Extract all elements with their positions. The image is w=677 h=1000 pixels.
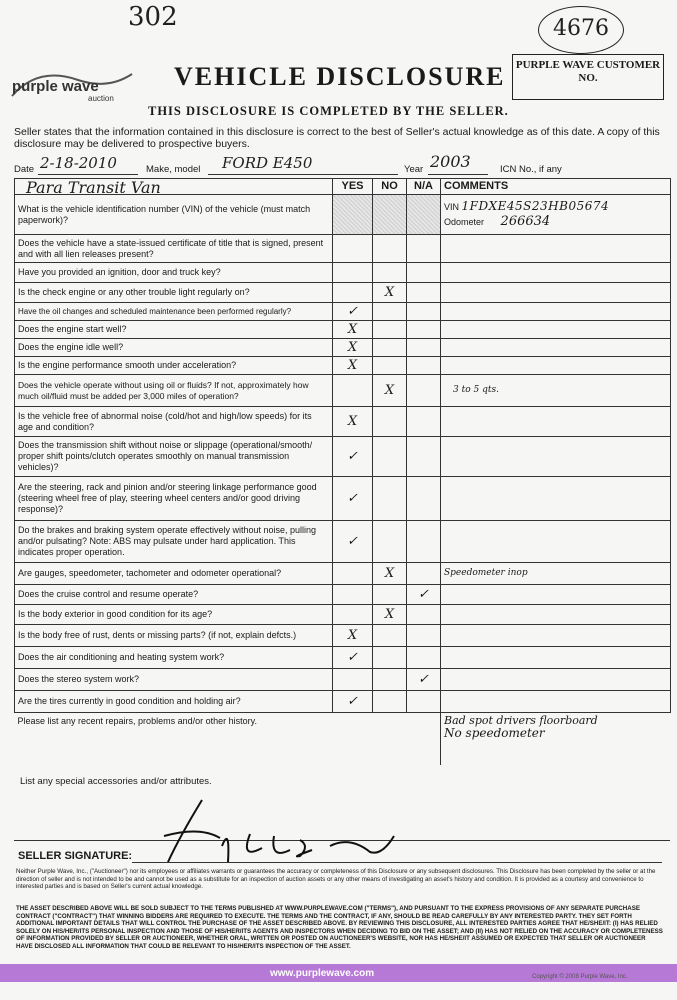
vin-label: VIN [444, 202, 460, 212]
na-cell [407, 563, 441, 585]
table-row [15, 357, 671, 375]
yes-cell: X [333, 357, 373, 375]
footer-url-link[interactable]: www.purplewave.com [270, 968, 375, 979]
na-cell [407, 195, 441, 235]
odometer-label: Odometer [444, 217, 485, 227]
yes-cell: ✓ [333, 691, 373, 713]
question: Are the tires currently in good condition and holding air? [15, 691, 333, 713]
header-yes: YES [333, 179, 373, 195]
comment-cell [441, 625, 671, 647]
yes-cell: X [333, 625, 373, 647]
na-cell [407, 407, 441, 437]
repairs-note-2: No speedometer [444, 726, 545, 740]
question: Does the vehicle have a state-issued certificate of title that is signed, present and with all lien releases present? [15, 235, 333, 263]
no-cell [373, 263, 407, 283]
date-value: 2-18-2010 [40, 154, 117, 172]
icn-label: ICN No., if any [500, 164, 562, 175]
na-cell [407, 437, 441, 477]
no-cell [373, 585, 407, 605]
question: Is the engine performance smooth under acceleration? [15, 357, 333, 375]
question: Does the engine idle well? [15, 339, 333, 357]
comment-cell [441, 691, 671, 713]
comment-cell [441, 477, 671, 521]
yes-cell [333, 235, 373, 263]
comment-cell [441, 263, 671, 283]
table-row [15, 669, 671, 691]
logo-sub: auction [88, 94, 114, 103]
question: Are the steering, rack and pinion and/or steering linkage performance good (steering wheel free of play, steering wheel centers and/or good driving response)? [15, 477, 333, 521]
yes-cell: ✓ [333, 303, 373, 321]
question: Is the body free of rust, dents or missing parts? (if not, explain defcts.) [15, 625, 333, 647]
no-cell [373, 647, 407, 669]
na-cell [407, 263, 441, 283]
yes-cell [333, 585, 373, 605]
question: Is the body exterior in good condition for its age? [15, 605, 333, 625]
odometer-value: 266634 [500, 214, 551, 229]
no-cell [373, 669, 407, 691]
no-cell: X [373, 563, 407, 585]
page-subtitle: THIS DISCLOSURE IS COMPLETED BY THE SELLER. [148, 104, 509, 118]
table-row [15, 691, 671, 713]
no-cell [373, 437, 407, 477]
vin-value: 1FDXE45S23HB05674 [461, 199, 610, 213]
year-label: Year [404, 164, 424, 175]
yes-cell [333, 669, 373, 691]
table-row [15, 283, 671, 303]
question: Is the check engine or any other trouble light regularly on? [15, 283, 333, 303]
table-row [15, 321, 671, 339]
question: Does the transmission shift without noise or slippage (operational/smooth/ proper shift points/clutch operates smoothly on manual transmission vehicles)? [15, 437, 333, 477]
na-cell [407, 691, 441, 713]
comment-cell [441, 321, 671, 339]
no-cell [373, 303, 407, 321]
yes-cell: ✓ [333, 647, 373, 669]
yes-cell: X [333, 339, 373, 357]
na-cell [407, 477, 441, 521]
repairs-label: Please list any recent repairs, problems and/or other history. [15, 713, 441, 765]
signature-line [132, 862, 662, 863]
make-label: Make, model [146, 164, 201, 175]
table-row [15, 585, 671, 605]
table-row [15, 339, 671, 357]
comment-cell [441, 521, 671, 563]
yes-cell: X [333, 321, 373, 339]
na-cell: ✓ [407, 585, 441, 605]
comment-cell [441, 339, 671, 357]
na-cell: ✓ [407, 669, 441, 691]
no-cell [373, 691, 407, 713]
vin-odometer-cell [441, 195, 671, 235]
comment-cell: 3 to 5 qts. [441, 375, 671, 407]
make-underline [208, 174, 398, 175]
year-underline [428, 174, 488, 175]
comment-cell [441, 235, 671, 263]
na-cell [407, 321, 441, 339]
logo-brand: purple wave [12, 78, 99, 95]
disclaimer-paragraph: Neither Purple Wave, Inc., ("Auctioneer") nor its employees or affiliates warrants or guarantees the accuracy or completeness of this Disclosure or any subsequent disclosures. This Disclosure has been completed by the seller or at the direction of seller and is not intended to be and cannot be used as a substitute for an inspection of auction assets or any other means of investigating an asset's history and condition. It is provided as a courtesy and convenience to interested parties and is based on Seller's current actual knowledge. [16, 868, 656, 891]
header-no: NO [373, 179, 407, 195]
header-na: N/A [407, 179, 441, 195]
yes-cell [333, 375, 373, 407]
customer-number-box [512, 54, 664, 100]
comment-cell [441, 407, 671, 437]
terms-paragraph: THE ASSET DESCRIBED ABOVE WILL BE SOLD SUBJECT TO THE TERMS PUBLISHED AT WWW.PURPLEWAVE.COM ("TERMS"), AND PURSUANT TO THE EXPRESS PROVISIONS OF ANY SEPARATE PURCHASE CONTRACT ("CONTRACT") THAT WINNING BIDDERS ARE REQUIRED TO EXECUTE. THE TERMS AND THE CONTRACT, IF ANY, SHOULD BE READ CAREFULLY BY ANY INTERESTED PARTY. THEY SET FORTH ADDITIONAL IMPORTANT DETAILS THAT WILL CONTROL THE PURCHASE OF THE ASSET DESCRIBED ABOVE. BY REVIEWING THIS DISCLOSURE, ALL INTERESTED PARTIES AGREE THAT HE/SHE/IT: (I) HAS RELIED SOLELY ON HIS/HER/ITS PERSONAL INSPECTION AND THOSE OF HIS/HER/ITS AGENTS AND INSPECTORS WHEN DECIDING TO BID ON THE ASSET; AND (II) HAS NOT RELIED ON THE ACCURACY OR COMPLETENESS OF INFORMATION PROVIDED BY SELLER OR AUCTIONEER, WHETHER ORAL, WRITTEN OR POSTED ON AUCTIONEER'S WEBSITE, NOR HAS HE/SHE/IT ASSUMED OR EXPECTED THAT SELLER OR AUCTIONEER HAVE DISCLOSED ALL INFORMATION THAT COULD BE RELEVANT TO HIS/HER/ITS INSPECTION OF THE ASSET. [16, 905, 663, 950]
yes-cell [333, 605, 373, 625]
seller-signature-icon [150, 796, 400, 866]
accessories-label: List any special accessories and/or attributes. [20, 776, 212, 787]
na-cell [407, 605, 441, 625]
repairs-note-1: Bad spot drivers floorboard [444, 714, 598, 727]
no-cell [373, 357, 407, 375]
no-cell: X [373, 375, 407, 407]
comment-cell [441, 437, 671, 477]
table-row [15, 605, 671, 625]
customer-number-label: PURPLE WAVE CUSTOMER NO. [515, 59, 661, 84]
na-cell [407, 625, 441, 647]
table-row [15, 437, 671, 477]
page-title: VEHICLE DISCLOSURE [174, 62, 506, 91]
question: Does the engine start well? [15, 321, 333, 339]
question: What is the vehicle identification number (VIN) of the vehicle (must match paperwork)? [15, 195, 333, 235]
no-cell [373, 521, 407, 563]
signature-label: SELLER SIGNATURE: [18, 850, 133, 862]
copyright-text: Copyright © 2008 Purple Wave, Inc. [532, 974, 628, 980]
yes-cell: ✓ [333, 521, 373, 563]
disclosure-table [14, 178, 671, 765]
no-cell [373, 339, 407, 357]
comment-cell: Speedometer inop [441, 563, 671, 585]
comment-cell [441, 605, 671, 625]
yes-cell [333, 283, 373, 303]
table-row [15, 263, 671, 283]
vehicle-description: Para Transit Van [26, 178, 161, 197]
make-value: FORD E450 [222, 154, 313, 172]
table-row [15, 407, 671, 437]
date-label: Date [14, 164, 35, 175]
date-underline [38, 174, 138, 175]
table-row [15, 477, 671, 521]
question: Does the air conditioning and heating system work? [15, 647, 333, 669]
question: Do the brakes and braking system operate effectively without noise, pulling and/or pulsating? Note: ABS may pulsate under hard application. This indicates proper operation. [15, 521, 333, 563]
question: Are gauges, speedometer, tachometer and odometer operational? [15, 563, 333, 585]
yes-cell: ✓ [333, 477, 373, 521]
table-row [15, 647, 671, 669]
na-cell [407, 339, 441, 357]
header-comments: COMMENTS [441, 179, 671, 195]
intro-text: Seller states that the information contained in this disclosure is correct to the best of Seller's actual knowledge as of this date. A copy of this disclosure may be delivered to prospective buyers. [14, 126, 660, 150]
yes-cell: ✓ [333, 437, 373, 477]
question: Does the cruise control and resume operate? [15, 585, 333, 605]
yes-cell [333, 263, 373, 283]
purple-wave-logo [8, 66, 136, 108]
table-row [15, 195, 671, 235]
comment-cell [441, 669, 671, 691]
repairs-notes [441, 713, 671, 765]
comment-cell [441, 357, 671, 375]
table-row [15, 375, 671, 407]
year-value: 2003 [430, 152, 471, 171]
comment-cell [441, 283, 671, 303]
comment-cell [441, 303, 671, 321]
no-cell [373, 407, 407, 437]
no-cell [373, 321, 407, 339]
na-cell [407, 303, 441, 321]
no-cell [373, 625, 407, 647]
table-row [15, 625, 671, 647]
question: Is the vehicle free of abnormal noise (cold/hot and high/low speeds) for its age and condition? [15, 407, 333, 437]
yes-cell [333, 563, 373, 585]
handwritten-lot-number: 302 [128, 2, 178, 32]
na-cell [407, 283, 441, 303]
repairs-row [15, 713, 671, 765]
yes-cell [333, 195, 373, 235]
table-row [15, 521, 671, 563]
question: Does the vehicle operate without using oil or fluids? If not, approximately how much oil/fluid must be added per 3,000 miles of operation? [15, 375, 333, 407]
question: Have the oil changes and scheduled maintenance been performed regularly? [15, 303, 333, 321]
table-row [15, 235, 671, 263]
comment-cell [441, 585, 671, 605]
no-cell [373, 477, 407, 521]
no-cell [373, 235, 407, 263]
question: Have you provided an ignition, door and truck key? [15, 263, 333, 283]
na-cell [407, 521, 441, 563]
table-row [15, 303, 671, 321]
no-cell: X [373, 283, 407, 303]
comment-cell [441, 647, 671, 669]
circled-number [538, 6, 624, 54]
table-row [15, 563, 671, 585]
yes-cell: X [333, 407, 373, 437]
na-cell [407, 357, 441, 375]
no-cell: X [373, 605, 407, 625]
circled-number-text: 4676 [553, 16, 609, 41]
no-cell [373, 195, 407, 235]
na-cell [407, 375, 441, 407]
na-cell [407, 647, 441, 669]
na-cell [407, 235, 441, 263]
question: Does the stereo system work? [15, 669, 333, 691]
